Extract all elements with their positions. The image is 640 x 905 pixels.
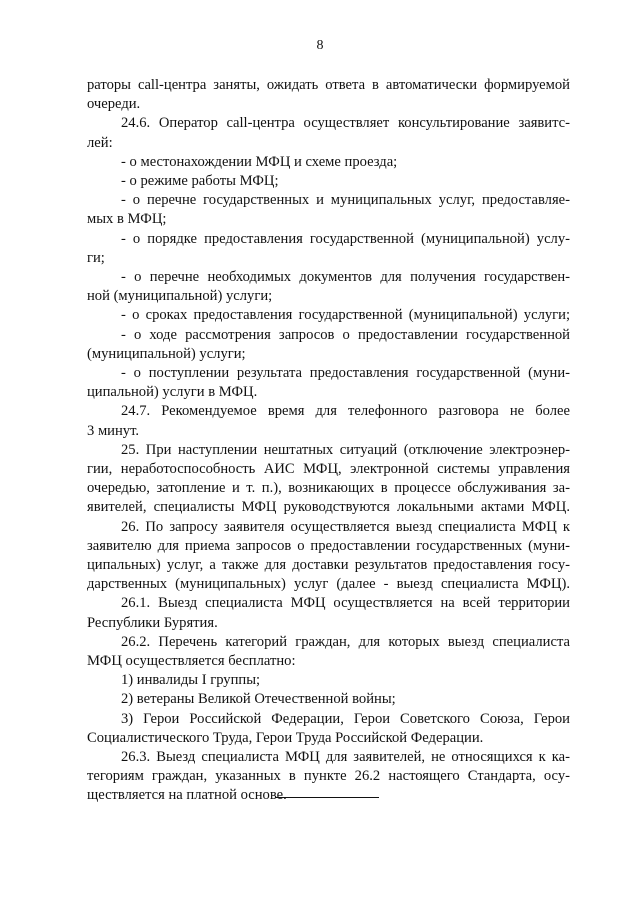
text-line: (муниципальной) услуги; — [87, 345, 246, 362]
text-line: тегориям граждан, указанных в пункте 26.2 настоящего Стандарта, осу- — [87, 768, 570, 785]
footer-rule — [276, 797, 379, 798]
text-line: Социалистического Труда, Герои Труда Российской Федерации. — [87, 729, 484, 746]
text-line: - о ходе рассмотрения запросов о предоставлении государственной — [121, 326, 570, 343]
text-line: 26.3. Выезд специалиста МФЦ для заявителей, не относящихся к ка- — [121, 749, 570, 765]
text-line: - о перечне государственных и муниципальных услуг, предоставляе- — [121, 192, 570, 209]
text-line: - о местонахождении МФЦ и схеме проезда; — [121, 153, 398, 170]
text-line: - о сроках предоставления государственной (муниципальной) услуги; — [121, 307, 570, 324]
text-line: ной (муниципальной) услуги; — [87, 288, 273, 305]
text-line: 25. При наступлении нештатных ситуаций (отключение электроэнер- — [121, 441, 570, 458]
text-line: - о порядке предоставления государственной (муниципальной) услу- — [121, 230, 570, 247]
text-line: 26.1. Выезд специалиста МФЦ осуществляется на всей территории — [121, 595, 570, 612]
text-line: - о поступлении результата предоставления государственной (муни- — [121, 365, 570, 381]
text-line: 26. По запросу заявителя осуществляется выезд специалиста МФЦ к — [121, 518, 570, 535]
text-line: 2) ветераны Великой Отечественной войны; — [121, 691, 396, 708]
text-line: очередью, затопление и т. п.), возникающих в процессе обслуживания за- — [87, 480, 570, 497]
text-line: 24.6. Оператор call-центра осуществляет консультирование заявитс- — [121, 115, 570, 132]
page-number: 8 — [316, 38, 324, 53]
text-line: 26.2. Перечень категорий граждан, для которых выезд специалиста — [121, 633, 570, 650]
text-line: лей: — [87, 134, 113, 151]
text-line: Республики Бурятия. — [87, 614, 218, 631]
text-line: явителей, специалисты МФЦ руководствуются локальными актами МФЦ. — [87, 499, 570, 516]
text-line: гии, неработоспособность АИС МФЦ, электронной системы управления — [87, 461, 570, 477]
text-line: мых в МФЦ; — [87, 211, 167, 228]
text-line: заявителю для приема запросов о предоставлении государственных (муни- — [87, 537, 570, 554]
text-line: - о перечне необходимых документов для получения государствен- — [121, 269, 570, 285]
text-line: 1) инвалиды I группы; — [121, 672, 261, 689]
text-line: раторы call-центра заняты, ожидать ответа в автоматически формируемой — [87, 77, 570, 93]
text-line: очереди. — [87, 96, 141, 113]
text-line: ципальных) услуг, а также для доставки результатов предоставления госу- — [87, 557, 570, 573]
text-line: 3 минут. — [87, 422, 140, 439]
text-line: ципальной) услуги в МФЦ. — [87, 384, 258, 401]
text-line: дарственных (муниципальных) услуг (далее - выезд специалиста МФЦ). — [87, 576, 570, 593]
text-line: - о режиме работы МФЦ; — [121, 173, 279, 189]
text-line: ществляется на платной основе. — [87, 787, 287, 804]
text-line: 3) Герои Российской Федерации, Герои Советского Союза, Герои — [121, 710, 570, 727]
text-line: МФЦ осуществляется бесплатно: — [87, 653, 296, 669]
text-line: 24.7. Рекомендуемое время для телефонного разговора не более — [121, 403, 570, 420]
text-line: ги; — [87, 249, 105, 266]
